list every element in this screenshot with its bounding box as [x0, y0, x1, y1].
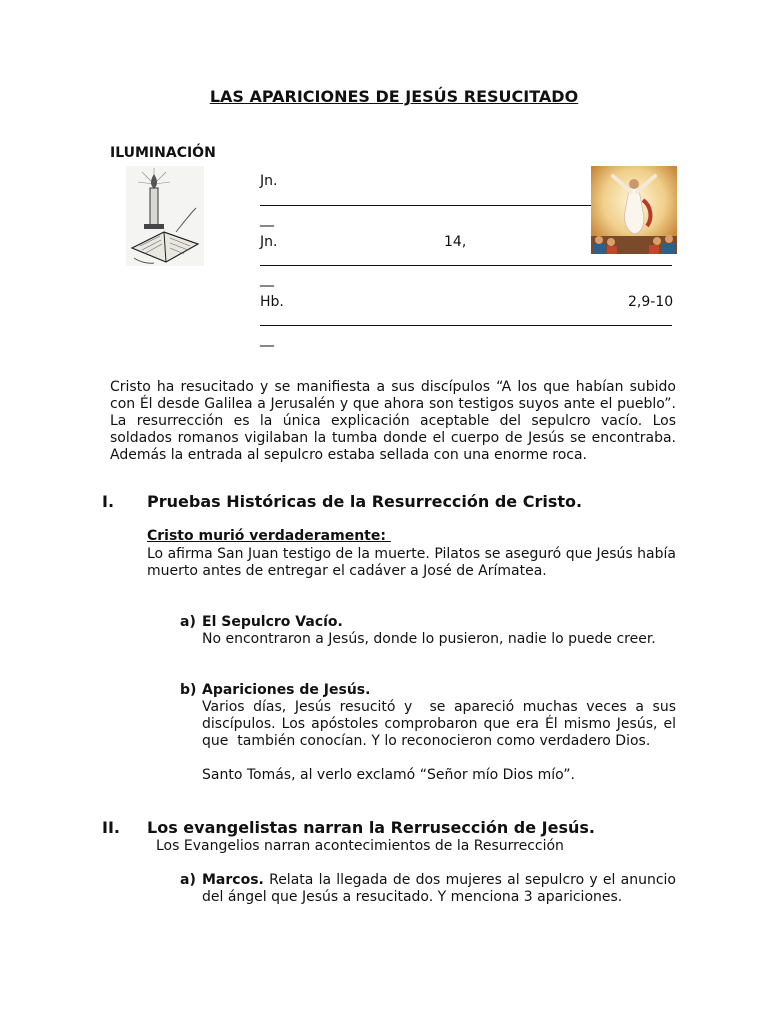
section-1-a-title: El Sepulcro Vacío.: [202, 614, 343, 630]
section-1-number: I.: [102, 492, 115, 511]
section-2-number: II.: [102, 818, 120, 837]
section-1-heading: Pruebas Históricas de la Resurrección de Cristo.: [147, 492, 583, 511]
section-1-b-title: Apariciones de Jesús.: [202, 682, 371, 698]
ref-1-blank-line: [260, 205, 591, 206]
section-1-a-label: a): [180, 614, 196, 630]
ref-1-book: Jn.: [260, 173, 278, 189]
section-2-a-label: a): [180, 872, 196, 888]
ref-2-book: Jn.: [260, 234, 278, 250]
intro-paragraph: Cristo ha resucitado y se manifiesta a sus discípulos “A los que habían subido con Él desde Galilea a Jerusalén y que ahora son testigos suyos ante el pueblo”. La resurrección es la única explicación aceptable del sepulcro vacío. Los soldados romanos vigilaban la tumba donde el cuerpo de Jesús se encontraba. Además la entrada al sepulcro estaba sellada con una enorme roca.: [110, 379, 676, 463]
section-1-subtext: Lo afirma San Juan testigo de la muerte. Pilatos se aseguró que Jesús había muerto antes de entregar el cadáver a José de Arímatea.: [147, 546, 676, 579]
section-2-intro: Los Evangelios narran acontecimientos de la Resurrección: [156, 838, 564, 854]
ref-3-blank-line: [260, 325, 672, 326]
section-1-a-text: No encontraron a Jesús, donde lo pusieron, nadie lo puede creer.: [202, 631, 656, 647]
document-title: LAS APARICIONES DE JESÚS RESUCITADO: [209, 87, 579, 106]
risen-christ-image: [591, 166, 677, 254]
section-1-b-text: Varios días, Jesús resucitó y se apareció muchas veces a sus discípulos. Los apóstoles comprobaron que era Él mismo Jesús, el que también conocían. Y lo reconocieron como verdadero Dios.: [202, 699, 681, 749]
ref-3-detail: 2,9-10: [628, 294, 674, 310]
ref-2-tail: __: [260, 271, 274, 287]
section-2-a-paragraph: [202, 872, 676, 906]
section-2-heading: Los evangelistas narran la Rerrusección de Jesús.: [147, 818, 595, 837]
ref-1-tail: __: [260, 211, 274, 227]
ref-3-tail: __: [260, 331, 274, 347]
candle-bible-image: [126, 166, 204, 266]
ref-2-detail: 14,: [444, 234, 467, 250]
section-2-a-text: Relata la llegada de dos mujeres al sepulcro y el anuncio del ángel que Jesús a resucitado. Y menciona 3 apariciones.: [202, 872, 676, 905]
section-1-subheading: Cristo murió verdaderamente:: [147, 528, 391, 544]
ref-2-blank-line: [260, 265, 672, 266]
ref-3-book: Hb.: [260, 294, 284, 310]
iluminacion-label: ILUMINACIÓN: [110, 145, 216, 161]
section-2-a-title: Marcos.: [202, 872, 264, 888]
section-1-b-label: b): [180, 682, 197, 698]
section-1-b-text2: Santo Tomás, al verlo exclamó “Señor mío Dios mío”.: [202, 767, 575, 783]
